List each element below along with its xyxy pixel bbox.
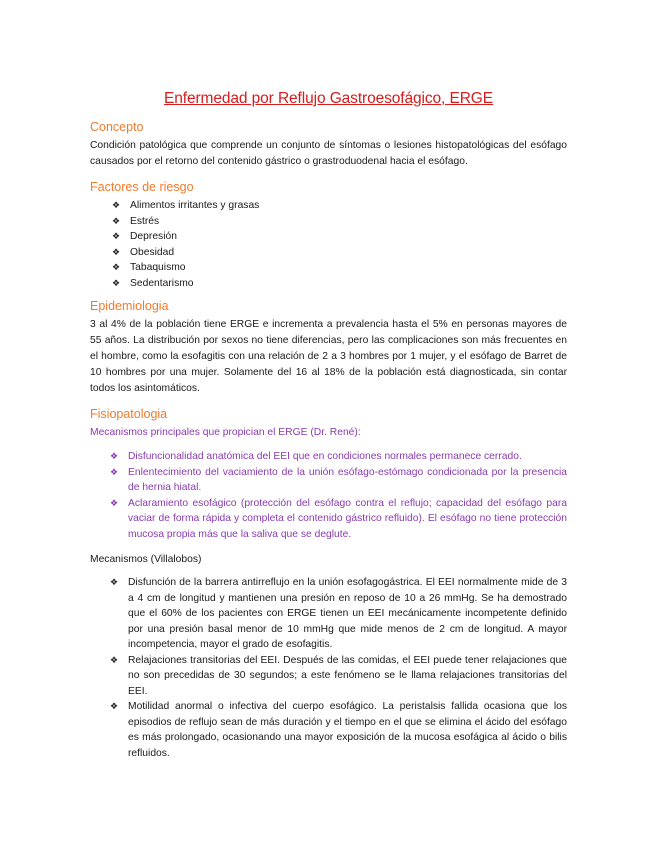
epidemiologia-heading: Epidemiologia: [90, 299, 169, 313]
concepto-text: Condición patológica que comprende un conjunto de síntomas o lesiones histopatológicas del esófago causados por el retorno del contenido gástrico o grastroduodenal hacia el esófago.: [90, 140, 567, 167]
list-item: ❖ Depresión: [90, 229, 567, 245]
diamond-bullet-icon: ❖: [110, 701, 119, 711]
list-item: ❖ Disfuncionalidad anatómica del EEI que en condiciones normales permanece cerrado.: [90, 449, 567, 465]
factores-heading: Factores de riesgo: [90, 180, 194, 194]
mecanismos-label: Mecanismos (Villalobos): [90, 554, 202, 565]
list-item: ❖ Tabaquismo: [90, 260, 567, 276]
mecanismos-villalobos-list: [90, 575, 567, 761]
epidemiologia-text: 3 al 4% de la población tiene ERGE e incrementa a prevalencia hasta el 5% en personas mayores de 55 años. La distribución por sexos no tiene diferencias, pero las complicaciones son más frecuentes en el hombre, como la esofagitis con una relación de 2 a 3 hombres por 1 mujer, y el esófago de Barret de 10 hombres por una mujer. Solamente del 16 al 18% de la población está diagnosticada, sin contar todos los asintomáticos.: [90, 319, 567, 394]
page-title: Enfermedad por Reflujo Gastroesofágico, ERGE: [163, 90, 494, 107]
diamond-bullet-icon: ❖: [110, 451, 119, 461]
list-item: ❖ Estrés: [90, 214, 567, 230]
diamond-bullet-icon: ❖: [110, 497, 119, 508]
diamond-bullet-icon: ❖: [112, 215, 121, 226]
list-item: ❖ Relajaciones transitorias del EEI. Después de las comidas, el EEI puede tener relajaciones que no son precedidas de 30 segundos; a este fenómeno se le llama relajaciones transitorias del EEI.: [110, 654, 567, 697]
list-item: ❖ Motilidad anormal o infectiva del cuerpo esofágico. La peristalsis fallida ocasiona que los episodios de reflujo sean de más duración y el tiempo en el que se elimina el ácido del esófago es más prolongado, ocasionando una mayor exposición de la mucosa esofágica al ácido o bilis refluidos.: [110, 701, 567, 759]
fisiopatologia-heading: Fisiopatologia: [90, 407, 168, 421]
concepto-heading: Concepto: [90, 120, 144, 134]
list-item: ❖ Aclaramiento esofágico (protección del esófago contra el reflujo; capacidad del esófago para vaciar de forma rápida y completa el contenido gástrico refluido). El esófago no tiene protección mucosa propia más que la saliva que se deglute.: [110, 497, 567, 540]
diamond-bullet-icon: ❖: [110, 577, 119, 587]
list-item: ❖ Sedentarismo: [90, 276, 567, 292]
list-item: ❖ Disfunción de la barrera antirreflujo en la unión esofagogástrica. El EEI normalmente mide de 3 a 4 cm de longitud y mantienen una presión en reposo de 10 a 26 mmHg. Se ha demostrado que el 60% de los pacientes con ERGE tienen un EEI mecánicamente incompetente definido por una presión basal menor de 10 mmHg que mide menos de 2 cm de longitud. A mayor incompetencia, mayor el grado de esofagitis.: [110, 577, 567, 650]
list-item: ❖ Obesidad: [90, 245, 567, 261]
diamond-bullet-icon: ❖: [112, 262, 121, 272]
diamond-bullet-icon: ❖: [110, 654, 119, 665]
diamond-bullet-icon: ❖: [112, 231, 121, 241]
diamond-bullet-icon: ❖: [112, 246, 121, 257]
list-item: ❖ Alimentos irritantes y grasas: [90, 198, 567, 214]
risk-factor-list: [90, 198, 567, 291]
mecanismos-principales-list: [90, 449, 567, 542]
fisiopatologia-subheading: Mecanismos principales que propician el ERGE (Dr. René):: [90, 427, 361, 438]
diamond-bullet-icon: ❖: [112, 200, 121, 210]
diamond-bullet-icon: ❖: [112, 277, 121, 288]
diamond-bullet-icon: ❖: [110, 466, 119, 477]
list-item: ❖ Enlentecimiento del vaciamiento de la unión esófago-estómago condicionada por la presencia de hernia hiatal.: [110, 466, 567, 493]
